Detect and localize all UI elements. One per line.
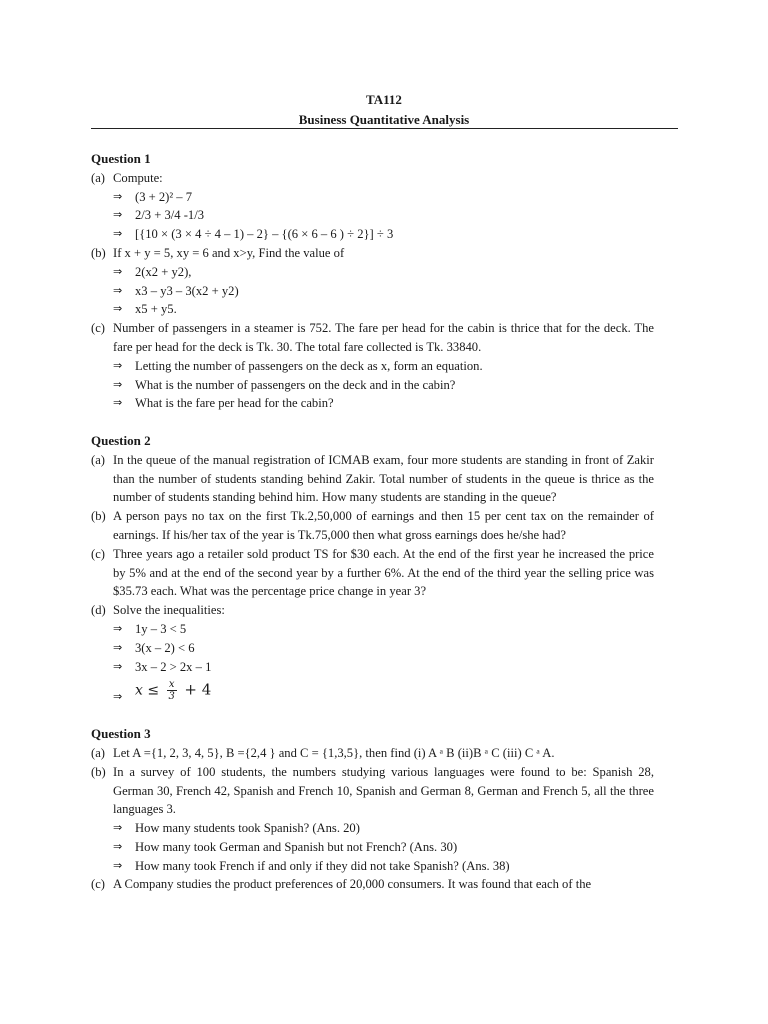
part-text: Three years ago a retailer sold product TS for $30 each. At the end of the first year he increased the price by 5% and at the end of the second year by a further 6%. At the end of the third year the selling price was $35.73 each. What was the percentage price change in year 3? (113, 546, 654, 599)
inequality-rhs: + 4 (184, 680, 212, 699)
fraction (167, 679, 177, 702)
document-body (91, 150, 654, 913)
sub-item (91, 376, 654, 395)
sub-item (91, 838, 654, 857)
implies-icon: ⇒ (113, 396, 123, 410)
implies-icon: ⇒ (113, 659, 123, 673)
question-part (91, 451, 654, 507)
implies-icon: ⇒ (113, 839, 123, 853)
implies-icon: ⇒ (113, 264, 123, 278)
part-text: Solve the inequalities: (113, 603, 225, 618)
sub-item (91, 357, 654, 376)
question-heading: Question 2 (91, 432, 151, 448)
part-text: A person pays no tax on the first Tk.2,50,000 of earnings and then 15 per cent tax on the remainder of earnings. If his/her tax of the year is Tk.75,000 then what gross earnings does he/she had? (113, 509, 654, 542)
question-heading: Question 1 (91, 151, 151, 166)
sub-item-text: 1y – 3 < 5 (135, 621, 187, 636)
sub-item (91, 282, 654, 301)
implies-icon: ⇒ (113, 189, 123, 203)
course-code: TA112 (366, 92, 402, 107)
sub-item-text: What is the fare per head for the cabin? (135, 396, 334, 411)
fraction-numerator: x (167, 679, 177, 691)
part-label: (b) (91, 509, 106, 524)
implies-icon: ⇒ (113, 227, 123, 241)
fraction-inequality (135, 679, 211, 702)
course-title: Business Quantitative Analysis (298, 112, 470, 127)
implies-icon: ⇒ (113, 377, 123, 391)
sub-item-text: (3 + 2)² – 7 (135, 189, 193, 204)
question-part (91, 545, 654, 601)
implies-icon: ⇒ (113, 640, 123, 654)
implies-icon: ⇒ (113, 821, 123, 835)
part-label: (c) (91, 546, 105, 561)
sub-item-text: x3 – y3 – 3(x2 + y2) (135, 283, 239, 298)
header-divider (91, 128, 678, 129)
sub-item-text: [{10 × (3 × 4 ÷ 4 – 1) – 2} – {(6 × 6 – 6 ) ÷ 2}] ÷ 3 (135, 227, 394, 242)
question-part (91, 875, 654, 894)
question-part (91, 319, 654, 357)
sub-item (91, 819, 654, 838)
question-part (91, 169, 654, 188)
question-2 (91, 432, 654, 706)
sub-item (91, 620, 654, 639)
sub-item (91, 857, 654, 876)
sub-item-text: How many students took Spanish? (Ans. 20) (135, 821, 360, 836)
implies-icon: ⇒ (113, 302, 123, 316)
sub-item (91, 639, 654, 658)
part-text: In the queue of the manual registration of ICMAB exam, four more students are standing in front of Zakir than the number of students standing behind Zakir. Total number of students in the queue is thrice as the number of students standing behind him. How many students are standing in the queue? (113, 452, 654, 505)
sub-item-text: Letting the number of passengers on the deck as x, form an equation. (135, 358, 483, 373)
inequality-lhs: x ≤ (135, 682, 160, 699)
part-text: A Company studies the product preferences of 20,000 consumers. It was found that each of the (113, 877, 592, 892)
implies-icon: ⇒ (113, 858, 123, 872)
part-label: (b) (91, 245, 106, 260)
part-text: If x + y = 5, xy = 6 and x>y, Find the value of (113, 245, 345, 260)
part-label: (c) (91, 877, 105, 892)
sub-item (91, 263, 654, 282)
implies-icon: ⇒ (113, 689, 123, 703)
implies-icon: ⇒ (113, 621, 123, 635)
question-heading: Question 3 (91, 726, 151, 742)
sub-item-text: 3(x – 2) < 6 (135, 640, 195, 655)
part-text: Number of passengers in a steamer is 752. The fare per head for the cabin is thrice that for the deck. The fare per head for the deck is Tk. 30. The total fare collected is Tk. 33840. (113, 321, 654, 354)
part-text: Let A ={1, 2, 3, 4, 5}, B ={2,4 } and C = {1,3,5}, then find (i) A ᵃ B (ii)B ᵃ C (iii) C ᵃ A. (113, 745, 555, 760)
question-part (91, 744, 654, 763)
document-header (0, 92, 768, 128)
question-3 (91, 725, 654, 894)
part-label: (b) (91, 764, 106, 779)
fraction-denominator: 3 (168, 691, 175, 703)
sub-item-text: 3x – 2 > 2x – 1 (135, 659, 212, 674)
question-1 (91, 150, 654, 413)
sub-item (91, 225, 654, 244)
sub-item (91, 658, 654, 677)
sub-item-text: How many took French if and only if they did not take Spanish? (Ans. 38) (135, 858, 510, 873)
part-text: Compute: (113, 170, 163, 185)
part-text: In a survey of 100 students, the numbers studying various languages were found to be: Spanish 28, German 30, French 42, Spanish and French 10, Spanish and German 8, German and French 5, all the three languages 3. (113, 764, 654, 817)
sub-item-text: 2(x2 + y2), (135, 264, 192, 279)
implies-icon: ⇒ (113, 283, 123, 297)
part-label: (a) (91, 745, 105, 760)
sub-item (91, 206, 654, 225)
sub-item (91, 300, 654, 319)
question-part (91, 763, 654, 819)
sub-item (91, 188, 654, 207)
implies-icon: ⇒ (113, 208, 123, 222)
question-part (91, 601, 654, 620)
question-part (91, 507, 654, 545)
sub-item-text: 2/3 + 3/4 -1/3 (135, 208, 205, 223)
part-label: (a) (91, 170, 105, 185)
part-label: (c) (91, 321, 105, 336)
sub-item-fraction (91, 676, 654, 706)
part-label: (a) (91, 452, 105, 467)
sub-item-text: What is the number of passengers on the deck and in the cabin? (135, 377, 456, 392)
sub-item (91, 394, 654, 413)
sub-item-text: x5 + y5. (135, 302, 177, 317)
implies-icon: ⇒ (113, 358, 123, 372)
question-part (91, 244, 654, 263)
sub-item-text: How many took German and Spanish but not French? (Ans. 30) (135, 839, 458, 854)
part-label: (d) (91, 603, 106, 618)
